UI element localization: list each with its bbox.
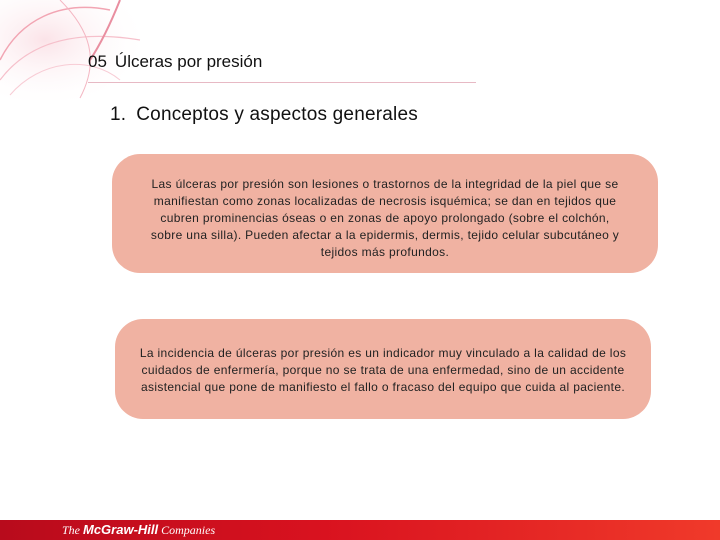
- section-number: 1.: [110, 104, 127, 125]
- header-divider: [88, 82, 476, 83]
- incidence-box: [115, 319, 651, 419]
- definition-text: Las úlceras por presión son lesiones o trastornos de la integridad de la piel que se manifiestan como zonas localizadas de necrosis isquémica; se dan en tejidos que cubren prominencias óseas o en zonas de apoyo prolongado (sobre el colchón, sobre una silla). Pueden afectar a la epidermis, dermis, tejido celular subcutáneo y tejidos más profundos.: [150, 177, 620, 259]
- section-title-text: Conceptos y aspectos generales: [136, 104, 418, 125]
- chapter-number: 05: [88, 52, 107, 71]
- section-title: [110, 104, 418, 126]
- decorative-swirl-graphic: [0, 0, 150, 100]
- chapter-header: [88, 52, 262, 72]
- logo-prefix: The: [62, 523, 83, 537]
- chapter-title: Úlceras por presión: [114, 52, 263, 71]
- footer-bar: [0, 520, 720, 540]
- logo-main: McGraw-Hill: [83, 522, 159, 537]
- logo-suffix: Companies: [158, 523, 216, 537]
- publisher-logo: [62, 522, 215, 538]
- incidence-text: La incidencia de úlceras por presión es un indicador muy vinculado a la calidad de los cuidados de enfermería, porque no se trata de una enfermedad, sino de un accidente asistencial que pone de manifiesto el fallo o fracaso del equipo que cuida al paciente.: [139, 346, 627, 394]
- definition-box: [112, 154, 658, 273]
